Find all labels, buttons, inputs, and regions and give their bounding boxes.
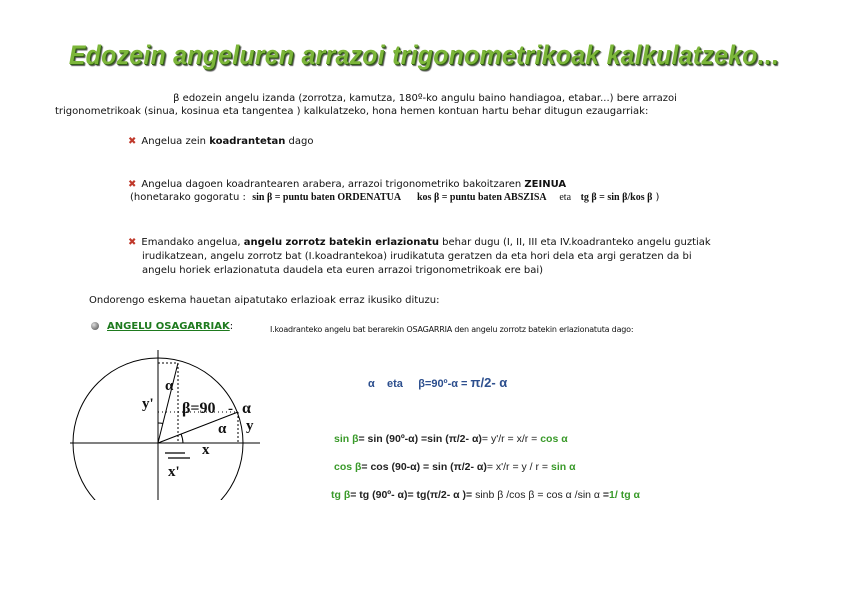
intro-line-2: trigonometrikoak (sinua, kosinua eta tangentea ) kalkulatzeko, hona hemen kontuan hartu behar ditugun ezaugarriak: — [55, 106, 649, 117]
section-colon: : — [229, 321, 234, 332]
unit-circle-diagram — [60, 350, 260, 500]
label-x: x — [202, 442, 210, 458]
formula-result: sin α — [550, 461, 576, 473]
formula-rest: = y'/r = x/r = — [481, 433, 538, 445]
relation-pi: π/2- α — [470, 375, 508, 390]
section-description: I.koadranteko angelu bat berarekin OSAGARRIA den angelu zorrotz batekin erlazionatuta dago: — [270, 325, 634, 334]
label-alpha-right: α — [242, 400, 251, 417]
label-beta-eq: β=90 — [182, 400, 216, 417]
formula-lhs: sin β — [334, 433, 359, 445]
bullet-bold: ZEINUA — [524, 179, 567, 190]
formula-mid: = cos (90-α) = sin (π/2- α) — [361, 461, 487, 473]
ondorengo-text: Ondorengo eskema hauetan aipatutako erlazioak erraz ikusiko dituzu: — [89, 295, 440, 306]
formula-rest: = x'/r = y / r = — [486, 461, 549, 473]
reminder-close: ) — [655, 192, 660, 203]
angle-arc-beta — [158, 423, 163, 424]
section-heading-label[interactable]: ANGELU OSAGARRIAK — [107, 321, 230, 332]
cross-bullet-icon: ✖ — [128, 136, 137, 147]
bullet-text: behar dugu (I, II, III eta IV.koadranteko angelu guztiak — [438, 237, 711, 248]
formula-result: cos α — [540, 433, 568, 445]
cross-bullet-icon: ✖ — [128, 179, 137, 190]
bullet-item-sign — [128, 178, 566, 192]
angle-arc-alpha — [181, 434, 183, 443]
relation-line — [368, 375, 507, 390]
label-minus: - — [228, 401, 233, 417]
reminder-eta: eta — [559, 192, 572, 203]
section-heading — [91, 321, 233, 332]
sphere-bullet-icon — [91, 322, 99, 330]
bullet-text: Angelua dagoen koadrantearen arabera, arrazoi trigonometriko bakoitzaren — [141, 179, 525, 190]
bullet-text: Emandako angelua, — [141, 237, 244, 248]
reminder-line — [130, 191, 659, 205]
label-x-prime: x' — [168, 464, 180, 480]
formula-lhs: cos β — [334, 461, 362, 473]
intro-line-1: β edozein angelu izanda (zorrotza, kamutza, 180º-ko angulu baino handiagoa, etabar...) bere arrazoi — [173, 93, 677, 104]
relation-eta: eta — [387, 378, 403, 390]
bullet-text-line2: irudikatzean, angelu zorrotz bat (I.koadrantekoa) irudikatuta geratzen da eta hori dela eta argi geratzen da bi — [142, 251, 692, 262]
radius-beta — [158, 363, 178, 443]
formula-tg — [331, 489, 640, 501]
bullet-text: dago — [285, 136, 314, 147]
bullet-bold: koadrantetan — [209, 136, 286, 147]
formula-lhs: tg β — [331, 489, 351, 501]
formula-mid: = sin (90º-α) =sin (π/2- α) — [358, 433, 482, 445]
formula-mid: = tg (90º- α)= tg(π/2- α )= — [350, 489, 473, 501]
label-alpha-inner: α — [218, 421, 227, 437]
formula-cos — [334, 461, 576, 473]
formula-result: 1/ tg α — [609, 489, 641, 501]
label-y: y — [246, 418, 254, 434]
page-title: Edozein angeluren arrazoi trigonometrikoak kalkulatzeko... — [68, 40, 780, 70]
formula-rest: sinb β /cos β = cos α /sin α — [472, 489, 600, 501]
reminder-tg: tg β = sin β/kos β — [580, 192, 653, 203]
relation-alpha: α — [368, 378, 375, 390]
label-y-prime: y' — [142, 396, 154, 412]
bullet-item-relation — [128, 236, 803, 278]
relation-beta: β=90º-α = — [418, 378, 468, 390]
bullet-item-quadrant — [128, 135, 314, 149]
label-alpha-top: α — [165, 378, 174, 394]
reminder-prefix: (honetarako gogoratu : — [130, 192, 246, 203]
reminder-cos: kos β = puntu baten ABSZISA — [417, 192, 547, 203]
bullet-bold: angelu zorrotz batekin erlazionatu — [243, 237, 439, 248]
formula-eq: = — [599, 489, 610, 501]
bullet-text-line3: angelu horiek erlazionatuta daudela eta euren arrazoi trigonometrikoak ere bai) — [142, 265, 544, 276]
formula-sin — [334, 433, 568, 445]
cross-bullet-icon: ✖ — [128, 237, 137, 248]
bullet-text: Angelua zein — [141, 136, 210, 147]
reminder-sin: sin β = puntu baten ORDENATUA — [252, 192, 402, 203]
